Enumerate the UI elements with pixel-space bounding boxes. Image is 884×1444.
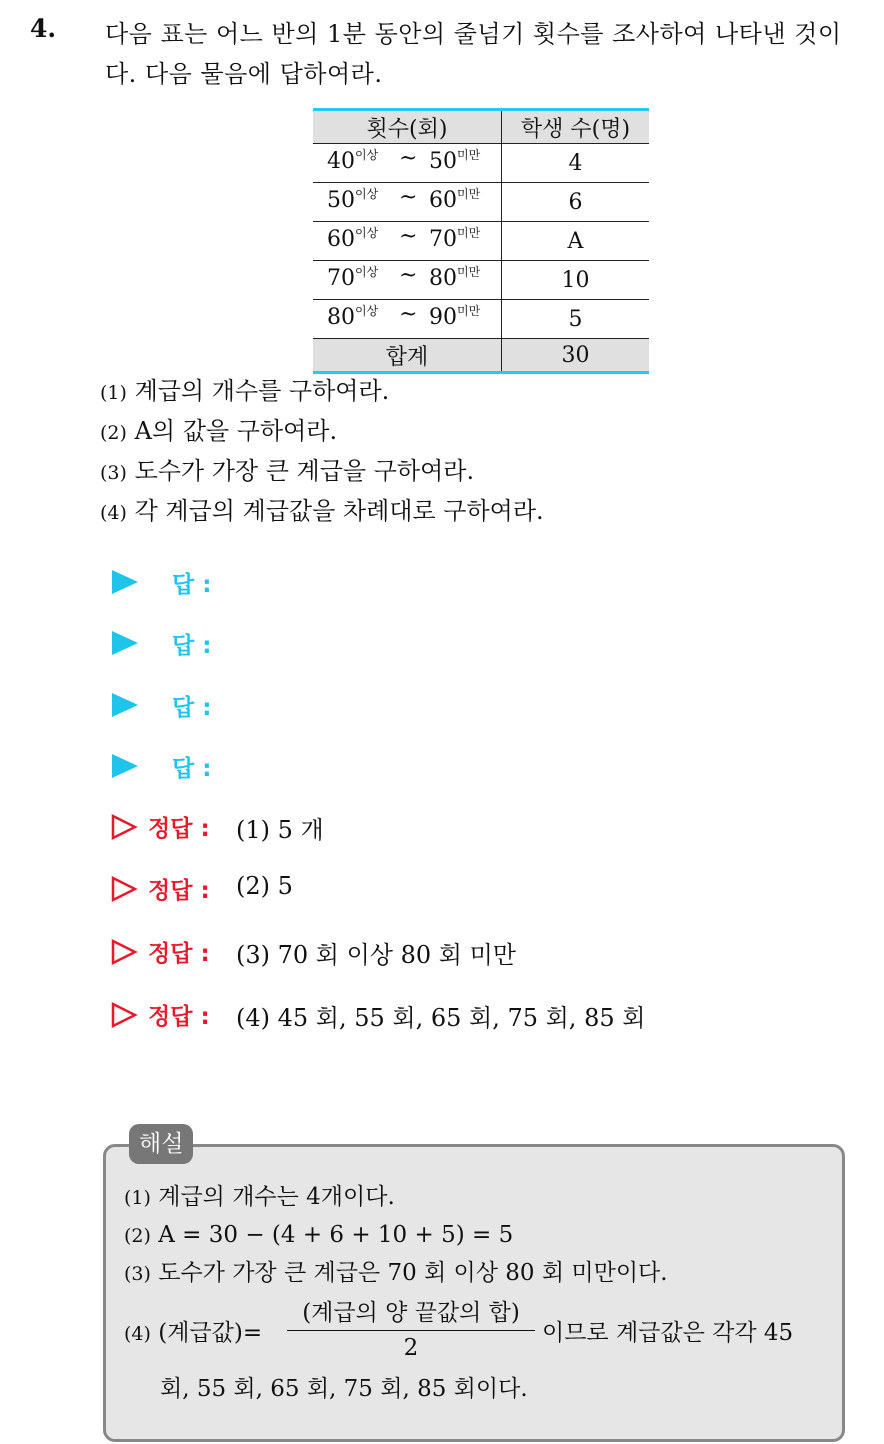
- table-header-range: 횟수(회): [313, 110, 502, 144]
- explanation-text: 도수가 가장 큰 계급은 70 회 이상 80 회 미만이다.: [158, 1260, 668, 1286]
- correct-label: 정답 :: [148, 1004, 210, 1030]
- question-number: 4.: [30, 14, 57, 43]
- explanation-number: (2): [124, 1225, 151, 1247]
- student-count: A: [502, 222, 650, 261]
- tilde-symbol: ~: [399, 185, 418, 210]
- sub-question: [100, 452, 544, 492]
- student-count: 10: [502, 261, 650, 300]
- student-count: 6: [502, 183, 650, 222]
- class-interval: [313, 144, 502, 183]
- interval-low: 80: [327, 305, 355, 330]
- class-interval: [313, 261, 502, 300]
- interval-low-suffix: 이상: [355, 265, 379, 279]
- explanation-line: [124, 1254, 668, 1293]
- explanation-number: (1): [124, 1187, 151, 1209]
- interval-low-suffix: 이상: [355, 148, 379, 162]
- correct-answer-value: (1) 5 개: [236, 816, 324, 844]
- interval-low: 50: [327, 188, 355, 213]
- correct-answer-value: (3) 70 회 이상 80 회 미만: [236, 941, 516, 969]
- tilde-symbol: ~: [399, 224, 418, 249]
- tilde-symbol: ~: [399, 263, 418, 288]
- sub-question-text: 계급의 개수를 구하여라.: [134, 377, 390, 405]
- tilde-symbol: ~: [399, 302, 418, 327]
- interval-high-suffix: 미만: [457, 265, 481, 279]
- explanation-text: (계급값)=: [158, 1320, 263, 1346]
- sub-question-text: 각 계급의 계급값을 차례대로 구하여라.: [134, 497, 544, 525]
- table-row: [313, 222, 649, 261]
- explanation-text: A = 30 − (4 + 6 + 10 + 5) = 5: [158, 1222, 514, 1248]
- sub-question-list: [100, 372, 544, 532]
- play-triangle-icon: [112, 631, 138, 655]
- tilde-symbol: ~: [399, 146, 418, 171]
- interval-high: 90: [429, 305, 457, 330]
- interval-low-suffix: 이상: [355, 226, 379, 240]
- student-count: 4: [502, 144, 650, 183]
- interval-high: 60: [429, 188, 457, 213]
- fraction-denominator: 2: [403, 1335, 419, 1361]
- frequency-table: [313, 108, 649, 374]
- play-triangle-icon: [112, 693, 138, 717]
- correct-label: 정답 :: [148, 878, 210, 904]
- interval-high-suffix: 미만: [457, 187, 481, 201]
- interval-low-suffix: 이상: [355, 187, 379, 201]
- outline-triangle-icon: [110, 875, 138, 903]
- sub-question-text: A의 값을 구하여라.: [134, 417, 338, 445]
- sub-question-number: (2): [100, 422, 127, 444]
- interval-low: 40: [327, 149, 355, 174]
- interval-low: 70: [327, 266, 355, 291]
- sub-question: [100, 372, 544, 412]
- explanation-line: [124, 1216, 513, 1255]
- answer-label: 답 :: [172, 756, 212, 782]
- interval-high: 80: [429, 266, 457, 291]
- answer-label: 답 :: [172, 695, 212, 721]
- correct-label: 정답 :: [148, 941, 210, 967]
- student-count: 5: [502, 300, 650, 339]
- sub-question-number: (4): [100, 502, 127, 524]
- class-interval: [313, 300, 502, 339]
- explanation-text: 이므로 계급값은 각각 45: [542, 1320, 794, 1346]
- sub-question: [100, 492, 544, 532]
- table-row: [313, 300, 649, 339]
- sub-question: [100, 412, 544, 452]
- outline-triangle-icon: [110, 938, 138, 966]
- answer-label: 답 :: [172, 572, 212, 598]
- play-triangle-icon: [112, 570, 138, 594]
- interval-high-suffix: 미만: [457, 304, 481, 318]
- sub-question-number: (3): [100, 462, 127, 484]
- correct-label: 정답 :: [148, 816, 210, 842]
- explanation-line: [124, 1314, 262, 1353]
- fraction-numerator: (계급의 양 끝값의 합): [287, 1296, 535, 1331]
- table-total-value: 30: [502, 339, 650, 373]
- interval-low: 60: [327, 227, 355, 252]
- fraction: [287, 1296, 535, 1365]
- table-header-row: [313, 110, 649, 144]
- answer-label: 답 :: [172, 633, 212, 659]
- table-row: [313, 183, 649, 222]
- interval-high: 50: [429, 149, 457, 174]
- class-interval: [313, 222, 502, 261]
- correct-answer-value: (2) 5: [236, 872, 293, 900]
- outline-triangle-icon: [110, 1001, 138, 1029]
- sub-question-text: 도수가 가장 큰 계급을 구하여라.: [134, 457, 475, 485]
- explanation-text: 회, 55 회, 65 회, 75 회, 85 회이다.: [160, 1376, 528, 1402]
- play-triangle-icon: [112, 754, 138, 778]
- sub-question-number: (1): [100, 382, 127, 404]
- explanation-number: (3): [124, 1263, 151, 1285]
- explanation-tag: 해설: [129, 1124, 193, 1164]
- table-row: [313, 261, 649, 300]
- interval-high-suffix: 미만: [457, 226, 481, 240]
- class-interval: [313, 183, 502, 222]
- table-total-row: [313, 339, 649, 373]
- table-total-label: 합계: [313, 339, 502, 373]
- table-header-count: 학생 수(명): [502, 110, 650, 144]
- correct-answer-value: (4) 45 회, 55 회, 65 회, 75 회, 85 회: [236, 1004, 646, 1032]
- explanation-line: [124, 1178, 395, 1217]
- table-row: [313, 144, 649, 183]
- explanation-text: 계급의 개수는 4개이다.: [158, 1184, 395, 1210]
- interval-low-suffix: 이상: [355, 304, 379, 318]
- question-text: 다음 표는 어느 반의 1분 동안의 줄넘기 횟수를 조사하여 나타낸 것이다. 다음 물음에 답하여라.: [105, 20, 842, 88]
- explanation-number: (4): [124, 1323, 151, 1345]
- interval-high-suffix: 미만: [457, 148, 481, 162]
- interval-high: 70: [429, 227, 457, 252]
- outline-triangle-icon: [110, 813, 138, 841]
